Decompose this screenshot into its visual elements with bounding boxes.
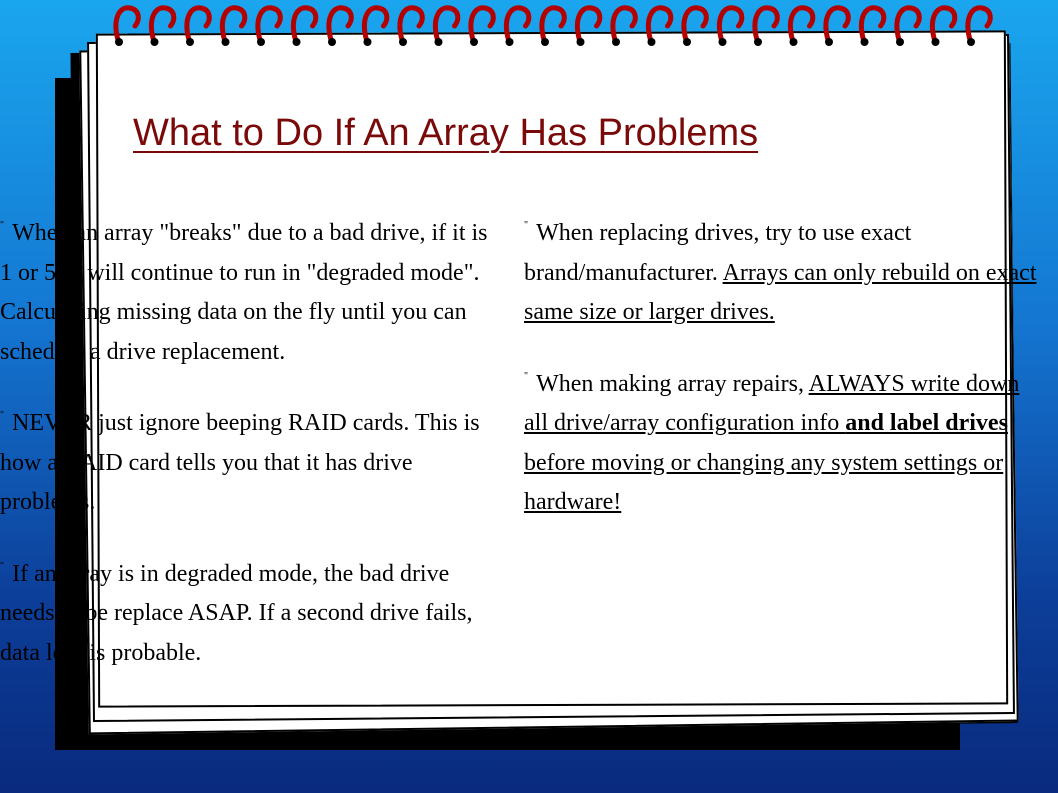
binder-hole [151,38,159,46]
binder-hole [293,38,301,46]
binder-hole [896,38,904,46]
binder-hole [612,38,620,46]
binder-ring [897,8,919,40]
bullet-mark: " [0,560,5,572]
binder-hole [683,38,691,46]
binder-ring [648,8,670,40]
bullet-text: When an array "breaks" due to a bad drive, if it is 1 or 5, it will continue to run in "degraded mode". Calculating missing data on the fly until you can schedule a drive replacement. [0,220,488,365]
binder-hole [186,38,194,46]
binder-hole [719,38,727,46]
bullet-mark: " [0,410,5,421]
bullet-mark: " [524,370,529,382]
binder-ring [471,8,493,40]
binder-ring [364,8,386,40]
binder-ring [187,8,209,40]
binder-ring [755,8,777,40]
bullet-replacing-drives [524,214,1044,333]
bullet-text-bold-underlined: and label drives [845,410,1008,436]
bullet-text-underlined: before moving or changing any system settings or hardware! [524,449,1004,515]
binder-hole [825,38,833,46]
binder-hole [648,38,656,46]
binder-ring [577,8,599,40]
binder-hole [967,38,975,46]
binder-ring [400,8,422,40]
binder-hole [506,38,514,46]
bullet-text-underlined: Arrays can only rebuild on exact same size or larger drives. [524,259,1037,325]
binder-hole [222,38,230,46]
binder-ring [293,8,315,40]
binder-ring [790,8,812,40]
binder-ring [968,8,990,40]
binder-hole [328,38,336,46]
bullet-text: When replacing drives, try to use exact brand/manufacturer. [524,220,912,286]
bullet-text: NEVER just ignore beeping RAID cards. This is how a RAID card tells you that it has drive problems. [0,410,480,515]
bullet-replace-asap [0,555,505,674]
binder-ring [151,8,173,40]
binder-hole [790,38,798,46]
right-column [524,214,1044,555]
binder-hole [435,38,443,46]
spiral-binding [0,0,1058,60]
binder-ring [329,8,351,40]
binder-ring [613,8,635,40]
bullet-degraded-mode [0,214,505,372]
bullet-never-ignore [0,404,505,523]
binder-hole [861,38,869,46]
binder-ring [435,8,457,40]
binder-ring [116,8,138,40]
binder-ring [826,8,848,40]
binder-hole [541,38,549,46]
left-column [0,214,505,705]
binder-ring [506,8,528,40]
binder-ring [542,8,564,40]
binder-hole [364,38,372,46]
binder-hole [754,38,762,46]
binder-hole [115,38,123,46]
binder-hole [399,38,407,46]
binder-hole [470,38,478,46]
binder-ring [719,8,741,40]
bullet-text: If an array is in degraded mode, the bad drive needs to be replace ASAP. If a second drive fails, data loss is probable. [0,560,473,666]
binder-ring [861,8,883,40]
bullet-mark: " [524,220,529,231]
binder-ring [258,8,280,40]
binder-hole [577,38,585,46]
bullet-text: When making array repairs, [536,370,809,397]
bullet-mark: " [0,220,5,231]
binder-ring [222,8,244,40]
binder-hole [932,38,940,46]
binder-ring [932,8,954,40]
bullet-array-repairs [524,365,1044,523]
bullet-text-underlined: ALWAYS write down all drive/array configuration info [524,370,1020,436]
binder-ring [684,8,706,40]
slide-title: What to Do If An Array Has Problems [133,112,759,154]
binder-hole [257,38,265,46]
